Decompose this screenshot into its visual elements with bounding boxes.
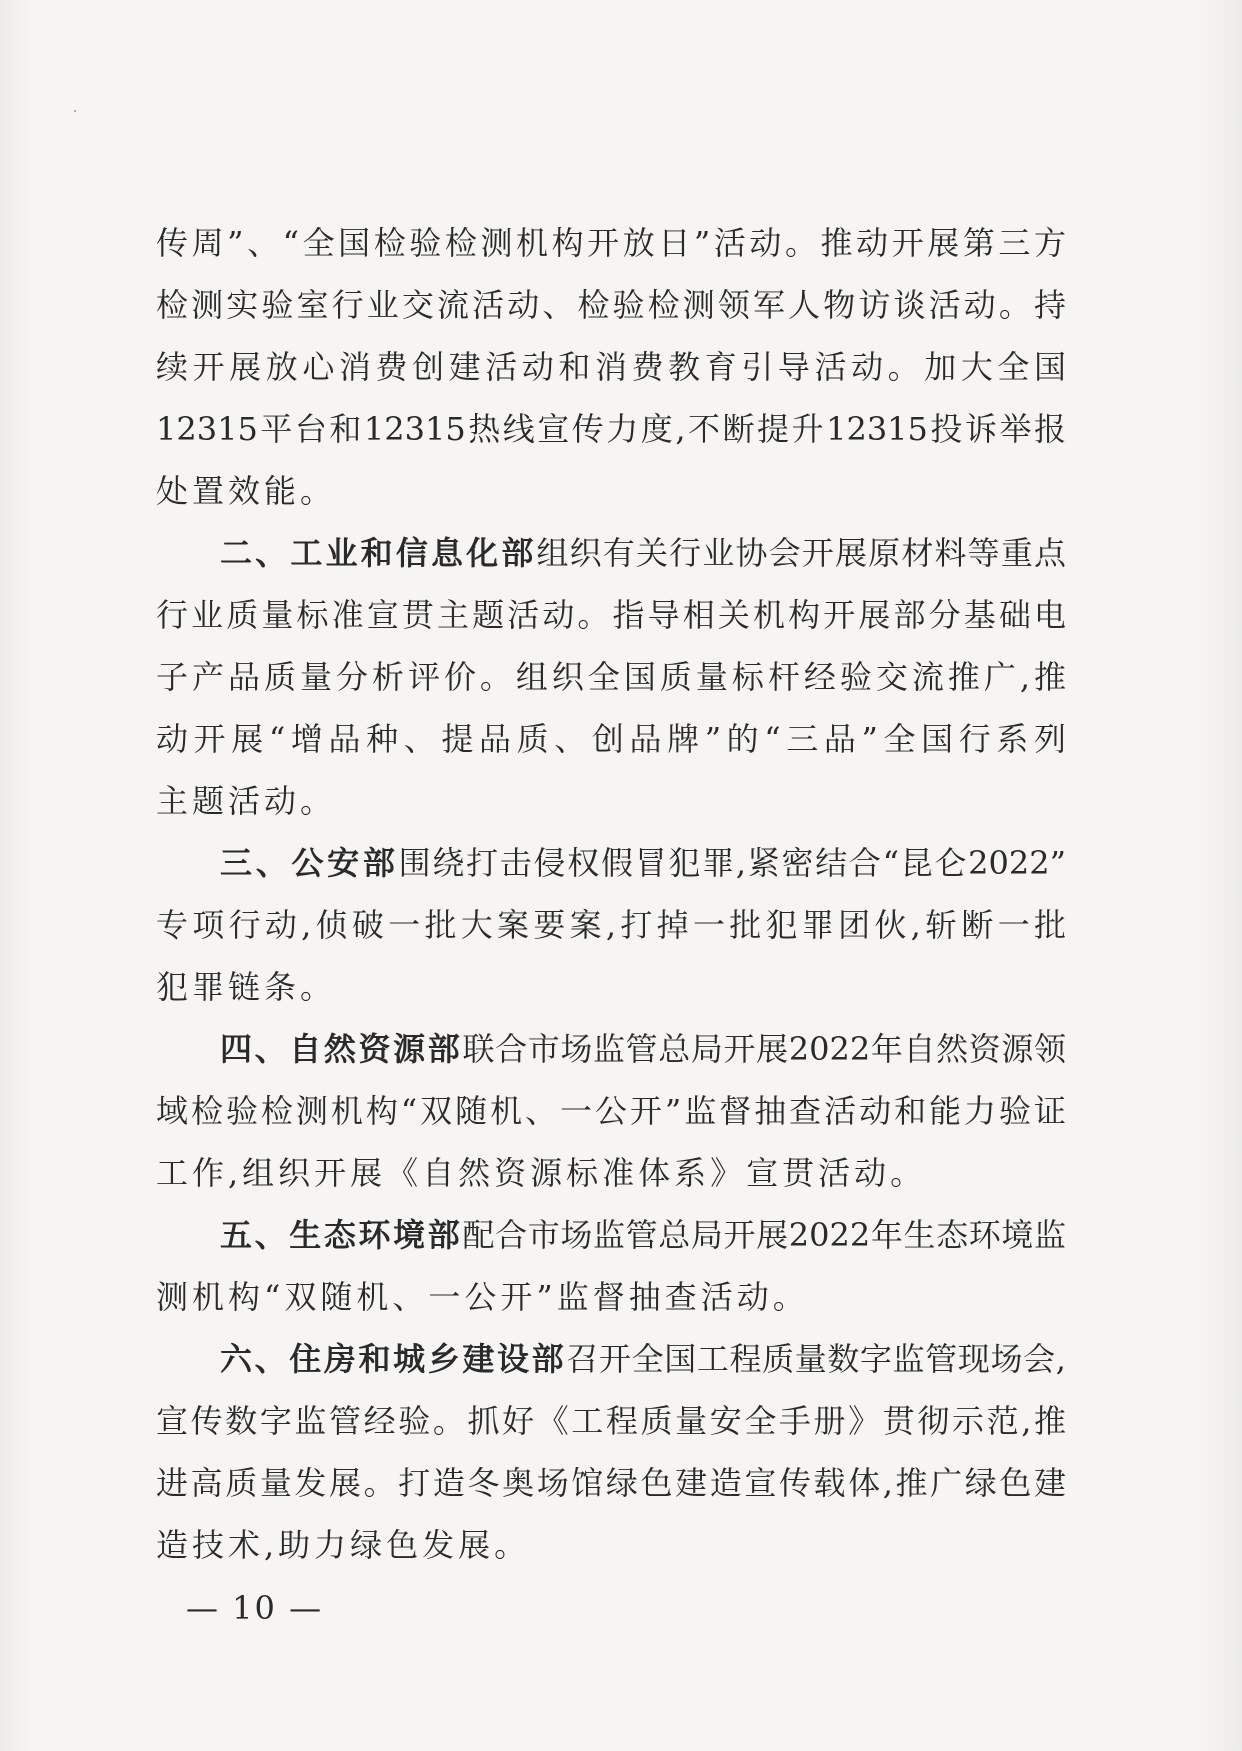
text-line: 动开展“增品种、提品质、创品牌”的“三品”全国行系列 [156, 720, 1066, 758]
scan-speck [74, 110, 76, 112]
paragraph-miit [156, 522, 1066, 832]
text-line [156, 1328, 1066, 1390]
text-run: 配合市场监管总局开展2022年生态环境监 [462, 1216, 1066, 1254]
text-line: 测机构“双随机、一公开”监督抽查活动。 [156, 1278, 809, 1316]
section-heading: 六、住房和城乡建设部 [220, 1340, 567, 1378]
text-line: 犯罪链条。 [156, 968, 337, 1006]
text-line: 宣传数字监管经验。抓好《工程质量安全手册》贯彻示范,推 [156, 1402, 1066, 1440]
text-line: 主题活动。 [156, 782, 337, 820]
text-line: 12315平台和12315热线宣传力度,不断提升12315投诉举报 [156, 410, 1066, 448]
text-run: 联合市场监管总局开展2022年自然资源领 [462, 1030, 1066, 1068]
text-line: 子产品质量分析评价。组织全国质量标杆经验交流推广,推 [156, 658, 1066, 696]
text-line: 域检验检测机构“双随机、一公开”监督抽查活动和能力验证 [156, 1092, 1066, 1130]
text-run: 召开全国工程质量数字监管现场会, [566, 1340, 1066, 1378]
document-body [156, 212, 1066, 1576]
page-number: — 10 — [186, 1589, 324, 1627]
text-run: 组织有关行业协会开展原材料等重点 [536, 534, 1066, 572]
text-line [156, 522, 1066, 584]
paragraph-public-security [156, 832, 1066, 1018]
text-line: 进高质量发展。打造冬奥场馆绿色建造宣传载体,推广绿色建 [156, 1464, 1066, 1502]
text-line: 行业质量标准宣贯主题活动。指导相关机构开展部分基础电 [156, 596, 1066, 634]
paragraph-housing-urban-rural [156, 1328, 1066, 1576]
text-line: 传周”、“全国检验检测机构开放日”活动。推动开展第三方 [156, 224, 1066, 262]
paragraph-ecology-environment [156, 1204, 1066, 1328]
text-line: 工作,组织开展《自然资源标准体系》宣贯活动。 [156, 1154, 927, 1192]
text-line: 造技术,助力绿色发展。 [156, 1526, 531, 1564]
section-heading: 四、自然资源部 [220, 1030, 463, 1068]
section-heading: 二、工业和信息化部 [220, 534, 537, 572]
text-run: 围绕打击侵权假冒犯罪,紧密结合“昆仑2022” [398, 844, 1066, 882]
paragraph-natural-resources [156, 1018, 1066, 1204]
text-line: 检测实验室行业交流活动、检验检测领军人物访谈活动。持 [156, 286, 1066, 324]
text-line [156, 832, 1066, 894]
text-line [156, 1018, 1066, 1080]
text-line [156, 1204, 1066, 1266]
section-heading: 三、公安部 [220, 844, 399, 882]
text-line: 续开展放心消费创建活动和消费教育引导活动。加大全国 [156, 348, 1066, 386]
text-line: 处置效能。 [156, 472, 337, 510]
section-heading: 五、生态环境部 [220, 1216, 463, 1254]
text-line: 专项行动,侦破一批大案要案,打掉一批犯罪团伙,斩断一批 [156, 906, 1066, 944]
paragraph-continuation [156, 212, 1066, 522]
